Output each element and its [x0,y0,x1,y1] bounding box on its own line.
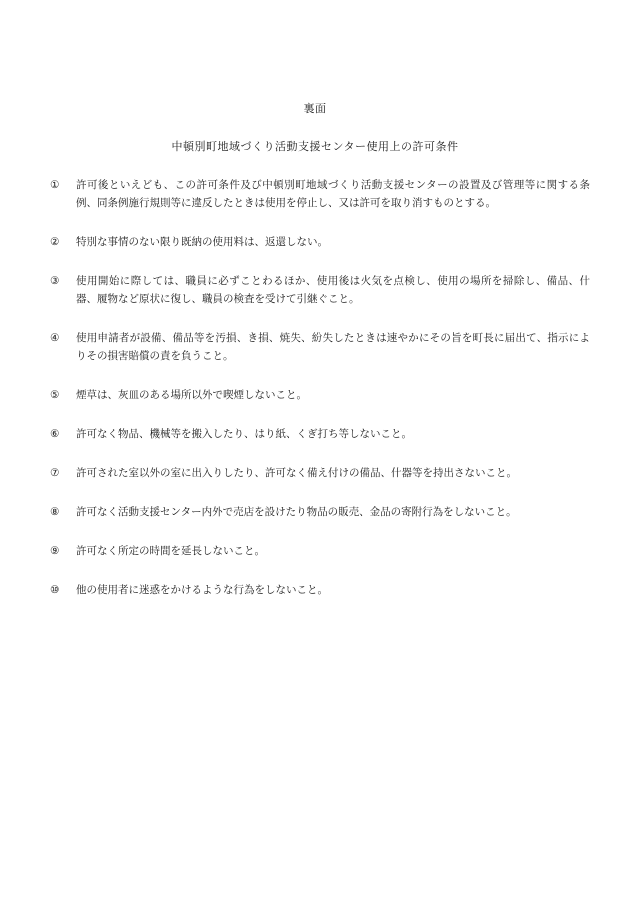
condition-number: ⑧ [50,506,60,518]
condition-item [50,425,590,443]
condition-number: ① [50,179,60,191]
condition-text: 許可後といえども、この許可条件及び中頓別町地域づくり活動支援センターの設置及び管理等に関する条例、同条例施行規則等に違反したときは使用を停止し、又は許可を取り消すものとする。 [76,179,590,209]
condition-item [50,386,590,404]
condition-number: ⑤ [50,389,60,401]
condition-item [50,581,590,599]
condition-text: 使用開始に際しては、職員に必ずことわるほか、使用後は火気を点検し、使用の場所を掃除し、備品、什器、履物など原状に復し、職員の検査を受けて引継ぐこと。 [76,275,590,305]
condition-text: 許可なく活動支援センター内外で売店を設けたり物品の販売、金品の寄附行為をしないこと。 [76,506,517,518]
condition-text: 煙草は、灰皿のある場所以外で喫煙しないこと。 [76,389,307,401]
condition-text: 使用申請者が設備、備品等を汚損、き損、焼失、紛失したときは速やかにその旨を町長に届出て、指示によりその損害賠償の責を負うこと。 [76,332,590,362]
permit-conditions-list [50,176,590,620]
condition-text: 他の使用者に迷惑をかけるような行為をしないこと。 [76,584,328,596]
condition-item [50,233,590,251]
condition-item [50,542,590,560]
condition-number: ② [50,236,60,248]
condition-number: ③ [50,275,60,287]
condition-item [50,503,590,521]
condition-number: ⑦ [50,467,60,479]
condition-text: 許可なく所定の時間を延長しないこと。 [76,545,265,557]
document-title: 中頓別町地域づくり活動支援センター使用上の許可条件 [171,140,459,153]
condition-item [50,329,590,365]
condition-text: 許可された室以外の室に出入りしたり、許可なく備え付けの備品、什器等を持出さないこと。 [76,467,517,479]
condition-text: 特別な事情のない限り既納の使用料は、返還しない。 [76,236,328,248]
condition-number: ⑨ [50,545,60,557]
condition-item [50,272,590,308]
condition-item [50,176,590,212]
condition-number: ⑩ [50,584,60,596]
condition-number: ⑥ [50,428,60,440]
back-side-label: 裏面 [303,102,327,115]
condition-text: 許可なく物品、機械等を搬入したり、はり紙、くぎ打ち等しないこと。 [76,428,412,440]
condition-number: ④ [50,332,60,344]
condition-item [50,464,590,482]
